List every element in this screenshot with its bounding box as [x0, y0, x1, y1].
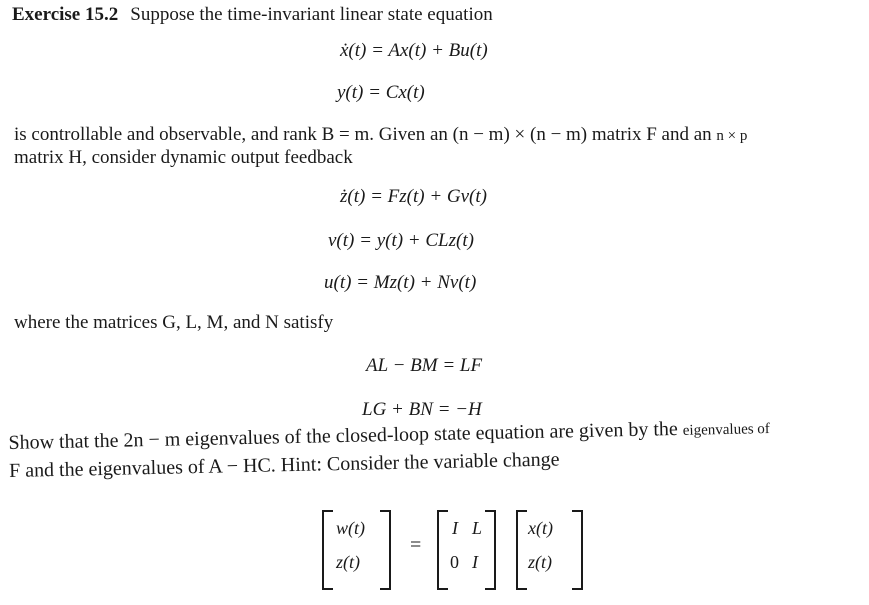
paragraph-3-line-1-end: eigenvalues of	[682, 421, 771, 439]
lhs-bottom: z(t)	[336, 552, 360, 572]
constraint-equation-1: AL − BM = LF	[366, 355, 483, 376]
matrix-cell-2-1: 0	[450, 552, 459, 572]
equals-sign: =	[410, 534, 422, 556]
matrix-right-bracket	[485, 510, 496, 590]
paragraph-3-line-1-main: Show that the 2n − m eigenvalues of the closed-loop state equation are given by the	[8, 417, 679, 454]
paragraph-1-line-1	[14, 124, 747, 147]
paragraph-1-line-1-main: is controllable and observable, and rank B = m. Given an (n − m) × (n − m) matrix F and an	[14, 124, 712, 145]
paragraph-2: where the matrices G, L, M, and N satisfy	[14, 312, 334, 333]
variable-change-equation	[322, 510, 587, 590]
rhs-bottom: z(t)	[528, 552, 552, 572]
state-equation-2: y(t) = Cx(t)	[337, 82, 425, 103]
exercise-intro: Suppose the time-invariant linear state equation	[130, 4, 493, 25]
matrix-cell-1-1: I	[452, 518, 458, 538]
matrix-left-bracket	[437, 510, 448, 590]
feedback-equation-2: v(t) = y(t) + CLz(t)	[328, 230, 474, 251]
rhs-right-bracket	[572, 510, 583, 590]
matrix-cell-1-2: L	[472, 518, 483, 538]
constraint-equation-2: LG + BN = −H	[362, 399, 482, 420]
paragraph-3-line-2: F and the eigenvalues of A − HC. Hint: Consider the variable change	[8, 448, 560, 482]
rhs-left-bracket	[516, 510, 527, 590]
lhs-top: w(t)	[336, 518, 365, 538]
feedback-equation-1: ż(t) = Fz(t) + Gv(t)	[340, 186, 487, 207]
lhs-right-bracket	[380, 510, 391, 590]
paragraph-1-line-2: matrix H, consider dynamic output feedback	[14, 147, 353, 168]
paragraph-3-line-1	[8, 416, 770, 456]
lhs-left-bracket	[322, 510, 333, 590]
skewed-paragraph	[8, 402, 869, 500]
rhs-top: x(t)	[528, 518, 553, 538]
paragraph-1-line-1-small: n × p	[716, 128, 748, 144]
state-equation-1: ẋ(t) = Ax(t) + Bu(t)	[340, 40, 488, 61]
exercise-header	[12, 4, 493, 26]
exercise-label: Exercise 15.2	[12, 4, 119, 25]
matrix-cell-2-2: I	[472, 552, 478, 572]
feedback-equation-3: u(t) = Mz(t) + Nv(t)	[324, 272, 477, 293]
